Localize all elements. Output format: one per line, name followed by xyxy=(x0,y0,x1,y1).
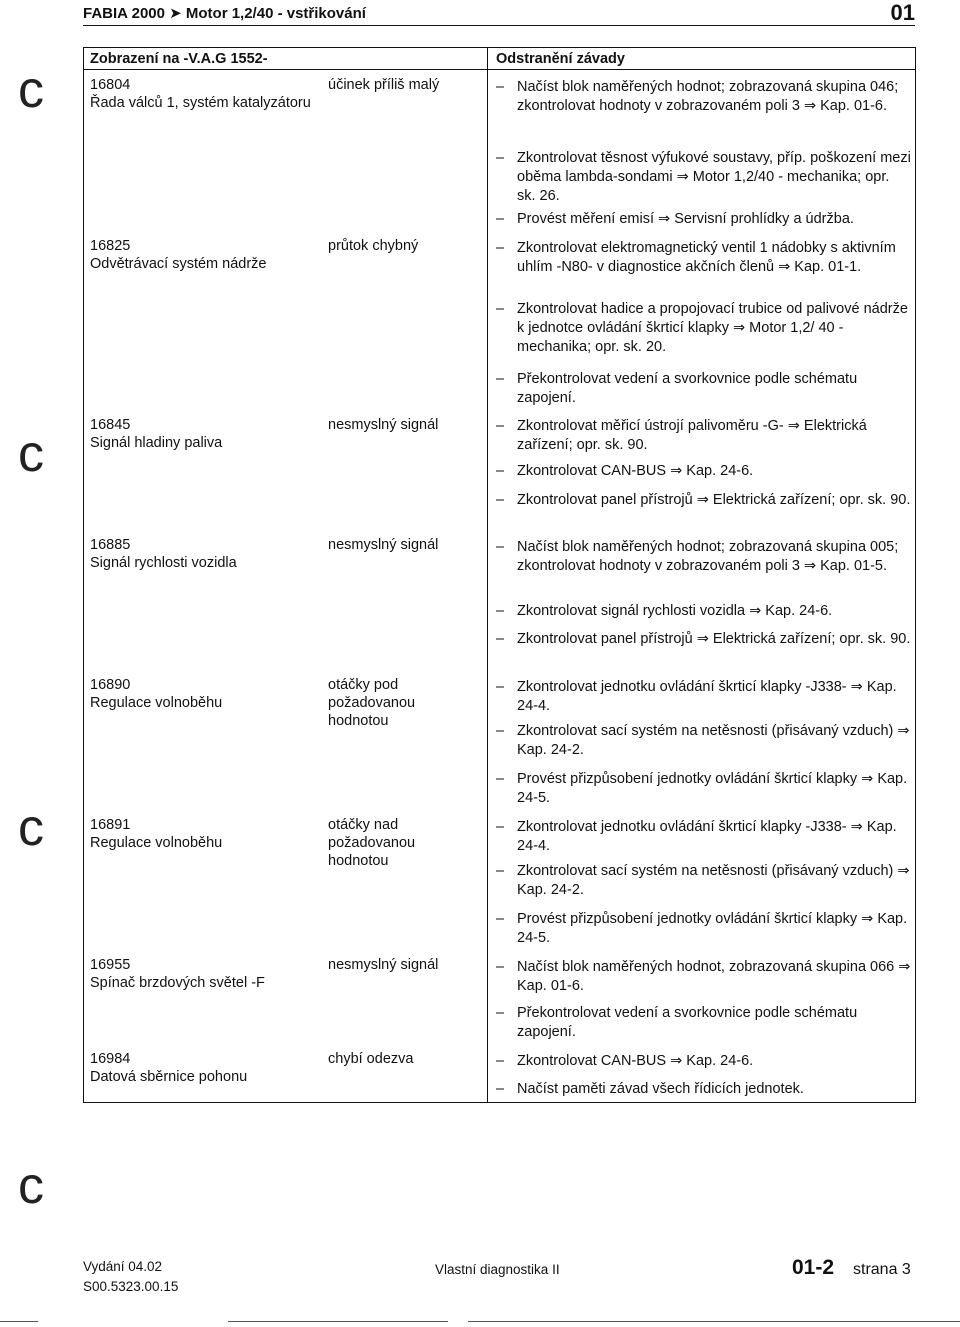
column-header-display: Zobrazení na -V.A.G 1552- xyxy=(90,51,268,67)
fault-effect: otáčky nad požadovanou hodnotou xyxy=(328,817,416,869)
remedy-item: – Zkontrolovat panel přístrojů ⇒ Elektrická zařízení; opr. sk. 90. xyxy=(496,492,911,508)
fault-description: Regulace volnoběhu xyxy=(90,695,223,711)
footer-center-title: Vlastní diagnostika II xyxy=(435,1262,560,1277)
fault-code: 16845 xyxy=(90,417,131,433)
footer-doc-number: S00.5323.00.15 xyxy=(83,1279,179,1294)
punch-hole-mark: c xyxy=(18,425,44,483)
table-header-rule xyxy=(84,69,915,70)
remedy-item: – Provést přizpůsobení jednotky ovládání škrticí klapky ⇒ Kap. 24-5. xyxy=(496,911,908,946)
header-rule xyxy=(83,25,915,26)
fault-description: Řada válců 1, systém katalyzátoru xyxy=(90,95,311,111)
footer-page-number: strana 3 xyxy=(853,1261,911,1278)
footer-rule xyxy=(0,1321,38,1322)
fault-effect: nesmyslný signál xyxy=(328,417,439,433)
fault-description: Datová sběrnice pohonu xyxy=(90,1069,248,1085)
fault-effect: chybí odezva xyxy=(328,1051,414,1067)
remedy-item: – Načíst blok naměřených hodnot; zobrazovaná skupina 005; zkontrolovat hodnoty v zobrazovaném poli 3 ⇒ Kap. 01-5. xyxy=(496,539,899,574)
fault-description: Spínač brzdových světel -F xyxy=(90,975,265,991)
column-divider xyxy=(487,48,488,1102)
fault-code-cell xyxy=(90,676,315,712)
remedy-item: – Provést přizpůsobení jednotky ovládání škrticí klapky ⇒ Kap. 24-5. xyxy=(496,771,908,806)
fault-description: Regulace volnoběhu xyxy=(90,835,223,851)
fault-effect: nesmyslný signál xyxy=(328,537,439,553)
punch-hole-mark: c xyxy=(18,1157,44,1215)
fault-code: 16825 xyxy=(90,238,131,254)
column-header-remedy: Odstranění závady xyxy=(496,51,625,67)
remedy-item: – Zkontrolovat měřicí ústrojí palivoměru -G- ⇒ Elektrická zařízení; opr. sk. 90. xyxy=(496,418,867,453)
fault-effect: nesmyslný signál xyxy=(328,957,439,973)
fault-code: 16885 xyxy=(90,537,131,553)
chapter-number: 01 xyxy=(890,0,915,25)
remedy-item: – Načíst blok naměřených hodnot; zobrazovaná skupina 046; zkontrolovat hodnoty v zobrazovaném poli 3 ⇒ Kap. 01-6. xyxy=(496,79,899,114)
remedy-item: – Zkontrolovat sací systém na netěsnosti (přisávaný vzduch) ⇒ Kap. 24-2. xyxy=(496,723,910,758)
fault-code: 16890 xyxy=(90,677,131,693)
fault-code-cell xyxy=(90,536,315,572)
remedy-item: – Překontrolovat vedení a svorkovnice podle schématu zapojení. xyxy=(496,371,858,406)
fault-effect: otáčky pod požadovanou hodnotou xyxy=(328,677,416,729)
remedy-item: – Překontrolovat vedení a svorkovnice podle schématu zapojení. xyxy=(496,1005,858,1040)
fault-code: 16955 xyxy=(90,957,131,973)
footer-issue: Vydání 04.02 xyxy=(83,1259,163,1274)
remedy-item: – Zkontrolovat CAN-BUS ⇒ Kap. 24-6. xyxy=(496,463,754,479)
fault-table xyxy=(83,47,916,1103)
remedy-item: – Načíst blok naměřených hodnot, zobrazovaná skupina 066 ⇒ Kap. 01-6. xyxy=(496,959,911,994)
page-title: FABIA 2000 ➤ Motor 1,2/40 - vstřikování xyxy=(83,5,366,22)
footer-rule xyxy=(228,1321,448,1322)
fault-code-cell xyxy=(90,816,315,852)
remedy-item: – Zkontrolovat sací systém na netěsnosti (přisávaný vzduch) ⇒ Kap. 24-2. xyxy=(496,863,910,898)
fault-effect: účinek příliš malý xyxy=(328,77,440,93)
remedy-item: – Zkontrolovat jednotku ovládání škrticí klapky -J338- ⇒ Kap. 24-4. xyxy=(496,679,897,714)
fault-code-cell xyxy=(90,956,315,992)
fault-description: Signál rychlosti vozidla xyxy=(90,555,237,571)
fault-description: Odvětrávací systém nádrže xyxy=(90,256,267,272)
footer-section-number: 01-2 xyxy=(792,1256,835,1279)
fault-code: 16891 xyxy=(90,817,131,833)
remedy-item: – Zkontrolovat elektromagnetický ventil 1 nádobky s aktivním uhlím -N80- v diagnostice akčních členů ⇒ Kap. 01-1. xyxy=(496,240,896,275)
remedy-item: – Provést měření emisí ⇒ Servisní prohlídky a údržba. xyxy=(496,211,854,227)
remedy-item: – Načíst paměti závad všech řídicích jednotek. xyxy=(496,1081,804,1097)
fault-code: 16804 xyxy=(90,77,131,93)
remedy-item: – Zkontrolovat signál rychlosti vozidla ⇒ Kap. 24-6. xyxy=(496,603,833,619)
fault-code-cell xyxy=(90,237,315,273)
fault-description: Signál hladiny paliva xyxy=(90,435,223,451)
remedy-item: – Zkontrolovat hadice a propojovací trubice od palivové nádrže k jednotce ovládání škrticí klapky ⇒ Motor 1,2/ 40 - mechanika; opr. sk. 20. xyxy=(496,301,908,355)
fault-code-cell xyxy=(90,416,315,452)
footer-rule xyxy=(468,1321,960,1322)
remedy-item: – Zkontrolovat jednotku ovládání škrticí klapky -J338- ⇒ Kap. 24-4. xyxy=(496,819,897,854)
fault-effect: průtok chybný xyxy=(328,238,419,254)
remedy-item: – Zkontrolovat CAN-BUS ⇒ Kap. 24-6. xyxy=(496,1053,754,1069)
fault-code-cell xyxy=(90,76,315,112)
punch-hole-mark: c xyxy=(18,799,44,857)
punch-hole-mark: c xyxy=(18,61,44,119)
remedy-item: – Zkontrolovat panel přístrojů ⇒ Elektrická zařízení; opr. sk. 90. xyxy=(496,631,911,647)
fault-code: 16984 xyxy=(90,1051,131,1067)
fault-code-cell xyxy=(90,1050,315,1086)
remedy-item: – Zkontrolovat těsnost výfukové soustavy, příp. poškození mezi oběma lambda-sondami ⇒ Motor 1,2/40 - mechanika; opr. sk. 26. xyxy=(496,150,911,204)
